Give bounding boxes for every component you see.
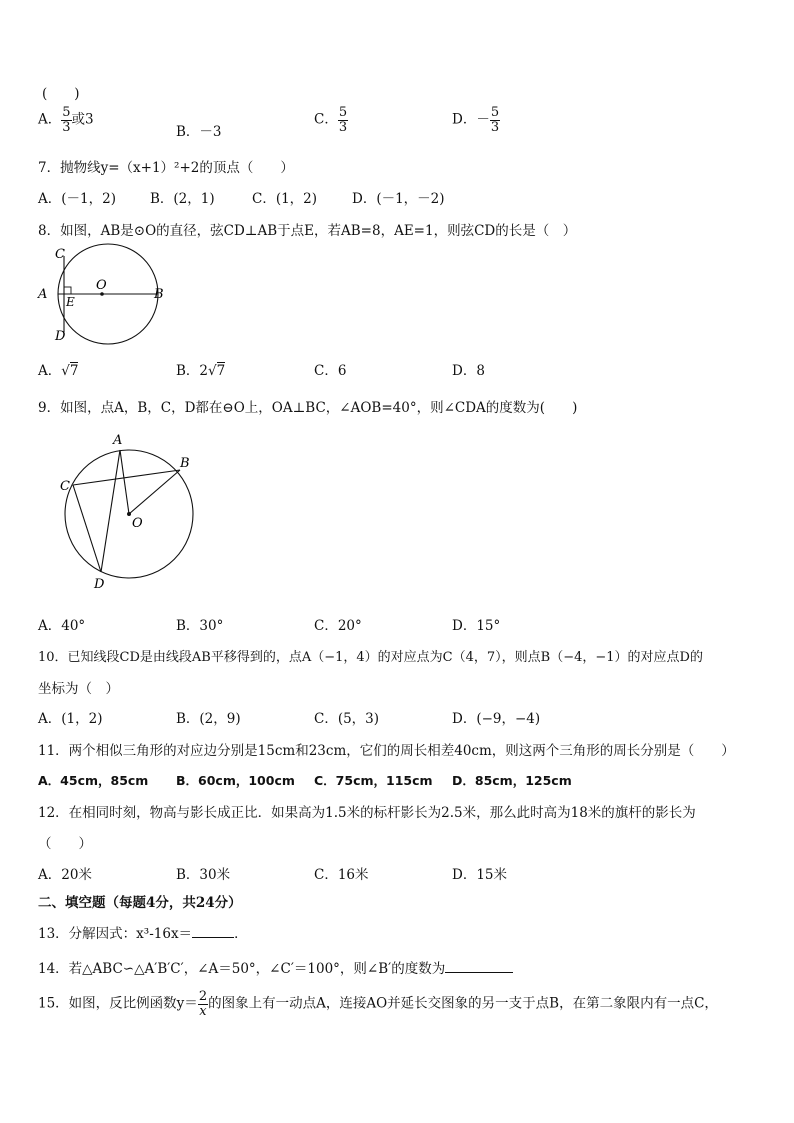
q10-stem-line1: 10．已知线段CD是由线段AB平移得到的，点A（−1，4）的对应点为C（4，7），则点B（−4，−1）的对应点D的 — [38, 650, 703, 665]
q8-option-b[interactable] — [176, 359, 225, 379]
q11-stem: 11．两个相似三角形的对应边分别是15cm和23cm，它们的周长相差40cm，则这两个三角形的周长分别是（ ） — [38, 743, 735, 759]
q14 — [38, 957, 513, 977]
sqrt-sign: √ — [61, 363, 70, 379]
q9-option-c[interactable]: C．20° — [314, 618, 362, 634]
q11-option-a[interactable]: A．45cm，85cm — [38, 773, 149, 788]
q10-option-d[interactable]: D．(−9，−4) — [452, 711, 541, 727]
q9-option-b[interactable]: B．30° — [176, 618, 224, 634]
q11-option-b[interactable]: B．60cm，100cm — [176, 773, 295, 788]
q6-option-a[interactable] — [38, 106, 94, 134]
radicand: 7 — [69, 363, 79, 379]
point-e-label: E — [66, 295, 75, 309]
q11-option-d[interactable]: D．85cm，125cm — [452, 773, 572, 788]
fraction: $\frac{5}{3}$ — [490, 105, 500, 135]
q6-option-b[interactable]: B．－3 — [176, 124, 222, 140]
point-o-label: O — [132, 516, 143, 531]
q7-stem: 7．抛物线y=（x+1）²+2的顶点（ ） — [38, 160, 294, 176]
q9-option-d[interactable]: D．15° — [452, 618, 501, 634]
fraction: $\frac{5}{3}$ — [62, 105, 71, 135]
q9-option-a[interactable]: A．40° — [38, 618, 86, 634]
q13-stem: 13．分解因式：x³-16x＝ — [38, 926, 193, 942]
q11-option-c[interactable]: C．75cm，115cm — [314, 773, 433, 788]
point-a-label: A — [38, 287, 48, 302]
option-label: D．－ — [452, 111, 490, 128]
sqrt-sign: √ — [208, 363, 217, 379]
q6-paren: ( ) — [42, 86, 80, 102]
q8-stem: 8．如图，AB是⊙O的直径，弦CD⊥AB于点E，若AB=8，AE=1，则弦CD的长是（ ） — [38, 223, 577, 239]
q14-stem: 14．若△ABC∽△A′B′C′，∠A＝50°，∠C′＝100°，则∠B′的度数为 — [38, 961, 446, 977]
option-label: B．2 — [176, 363, 209, 379]
q9-stem: 9．如图，点A，B，C，D都在⊖O上，OA⊥BC，∠AOB=40°，则∠CDA的度数为( ) — [38, 400, 578, 416]
q13-answer-blank[interactable] — [192, 937, 234, 938]
q8-option-d[interactable]: D．8 — [452, 363, 485, 379]
point-d-label: D — [55, 329, 66, 344]
q15 — [38, 990, 718, 1018]
fraction: $\frac{2}{x}$ — [198, 989, 208, 1019]
q10-option-a[interactable]: A．(1，2) — [38, 711, 103, 727]
option-label: A． — [38, 363, 62, 379]
option-label: C． — [314, 111, 338, 128]
q15-stem-pre: 15．如图，反比例函数y＝ — [38, 995, 198, 1012]
q7-option-c[interactable]: C．(1，2) — [252, 191, 318, 207]
q6-option-c[interactable] — [314, 106, 348, 134]
q12-option-d[interactable]: D．15米 — [452, 867, 508, 883]
q12-stem-line1: 12．在相同时刻，物高与影长成正比．如果高为1.5米的标杆影长为2.5米，那么此时高为18米的旗杆的影长为 — [38, 805, 696, 821]
q8-option-a[interactable] — [38, 359, 78, 379]
point-c-label: C — [60, 479, 70, 494]
q7-option-d[interactable]: D．(－1，－2) — [352, 191, 445, 207]
section-heading: 二、填空题（每题4分，共24分） — [38, 895, 242, 911]
point-c-label: C — [55, 247, 65, 262]
fraction: $\frac{5}{3}$ — [338, 105, 348, 135]
q10-option-b[interactable]: B．(2，9) — [176, 711, 241, 727]
q7-option-a[interactable]: A．(－1，2) — [38, 191, 116, 207]
option-suffix: 或3 — [71, 111, 94, 128]
radicand: 7 — [216, 363, 226, 379]
q8-circle-figure — [34, 240, 174, 348]
q8-option-c[interactable]: C．6 — [314, 363, 347, 379]
q12-option-c[interactable]: C．16米 — [314, 867, 369, 883]
q9-circle-figure — [54, 428, 204, 596]
q13 — [38, 922, 248, 942]
q12-option-b[interactable]: B．30米 — [176, 867, 231, 883]
point-d-label: D — [94, 577, 105, 592]
q6-option-d[interactable] — [452, 106, 500, 134]
point-b-label: B — [180, 456, 190, 471]
point-b-label: B — [154, 287, 164, 302]
q10-stem-line2: 坐标为（ ） — [38, 681, 119, 697]
q12-option-a[interactable]: A．20米 — [38, 867, 92, 883]
point-o-label: O — [96, 278, 107, 293]
point-a-label: A — [113, 433, 123, 448]
q10-option-c[interactable]: C．(5，3) — [314, 711, 380, 727]
q7-option-b[interactable]: B．(2，1) — [150, 191, 215, 207]
q15-stem-post: 的图象上有一动点A，连接AO并延长交图象的另一支于点B，在第二象限内有一点C， — [208, 995, 718, 1012]
q12-stem-line2: （ ） — [38, 836, 92, 852]
option-label: A． — [38, 111, 62, 128]
q14-answer-blank[interactable] — [445, 972, 513, 973]
q13-end: ． — [234, 926, 248, 942]
